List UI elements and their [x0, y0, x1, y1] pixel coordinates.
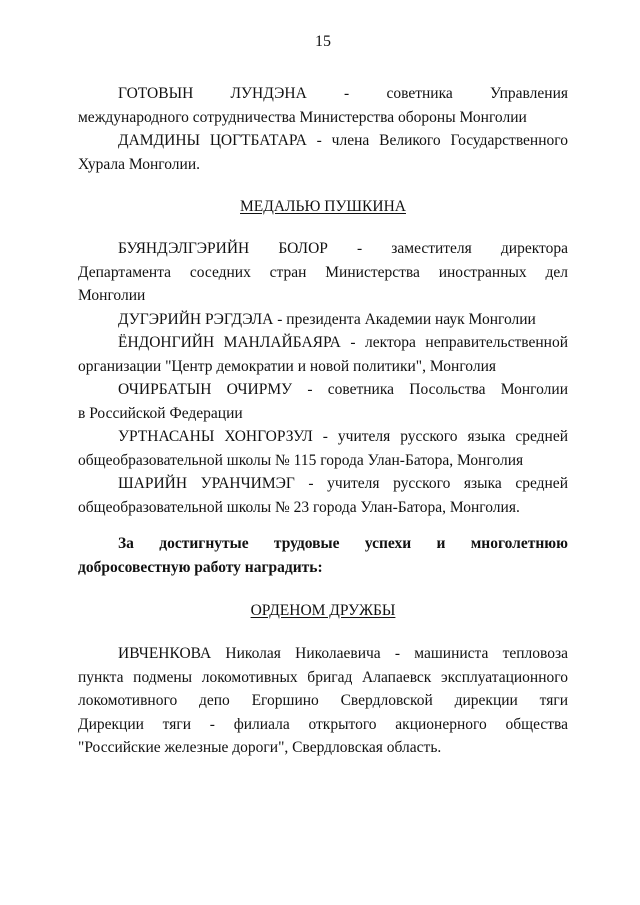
section-1 [78, 82, 568, 176]
page-number: 15 [315, 33, 331, 50]
entry-manlaibayar-rest: организации "Центр демократии и новой политики", Монголия [78, 357, 497, 375]
entry-uranchimeg-line1: ШАРИЙН УРАНЧИМЭГ - учителя русского языка средней [118, 475, 568, 492]
entry-bolor-rest: Монголии [78, 287, 146, 304]
section-3 [78, 642, 568, 760]
section-2 [78, 237, 568, 519]
entry-manlaibayar-line1: ЁНДОНГИЙН МАНЛАЙБАЯРА - лектора неправительственной [118, 334, 568, 351]
entry-lundena-line1: ГОТОВЫН ЛУНДЭНА - советника Управления [118, 85, 568, 102]
entry-ochirmu-rest: в Российской Федерации [78, 404, 243, 422]
heading-pushkin-text: МЕДАЛЬЮ ПУШКИНА [240, 198, 406, 215]
entry-khongorzul-rest: общеобразовательной школы № 115 города Улан-Батора, Монголия [78, 451, 524, 469]
entry-tsogtbatar-rest: Хурала Монголии. [78, 155, 200, 173]
entry-ivchenkov-line5: "Российские железные дороги", Свердловская область. [78, 739, 442, 756]
heading-order-friendship [78, 600, 568, 622]
entry-ochirmu-line1: ОЧИРБАТЫН ОЧИРМУ - советника Посольства Монголии [118, 381, 568, 398]
heading-pushkin-medal [78, 196, 568, 218]
heading-friendship-text: ОРДЕНОМ ДРУЖБЫ [250, 602, 396, 619]
entry-tsogtbatar-line1: ДАМДИНЫ ЦОГТБАТАРА - члена Великого Государственного [118, 132, 568, 149]
entry-ivchenkov-line1: ИВЧЕНКОВА Николая Николаевича - машиниста тепловоза [118, 645, 568, 662]
award-intro-line1: За достигнутые трудовые успехи и многолетнюю [118, 535, 568, 552]
entry-ivchenkov-line3: локомотивного депо Егоршино Свердловской дирекции тяги [78, 692, 568, 709]
entry-regdel-line1: ДУГЭРИЙН РЭГДЭЛА - президента Академии наук Монголии [118, 310, 536, 328]
award-intro [78, 532, 568, 580]
entry-lundena-rest: международного сотрудничества Министерства обороны Монголии [78, 108, 527, 126]
entry-bolor-line1: БУЯНДЭЛГЭРИЙН БОЛОР - заместителя директора [118, 240, 568, 257]
entry-uranchimeg-rest: общеобразовательной школы № 23 города Улан-Батора, Монголия. [78, 498, 520, 516]
entry-ivchenkov-line4: Дирекции тяги - филиала открытого акционерного общества [78, 715, 568, 733]
entry-ivchenkov-line2: пункта подмены локомотивных бригад Алапаевск эксплуатационного [78, 668, 568, 686]
entry-khongorzul-line1: УРТНАСАНЫ ХОНГОРЗУЛ - учителя русского языка средней [118, 428, 568, 445]
entry-bolor-line2: Департамента соседних стран Министерства иностранных дел [78, 263, 568, 281]
award-intro-line2: добросовестную работу наградить: [78, 559, 323, 576]
